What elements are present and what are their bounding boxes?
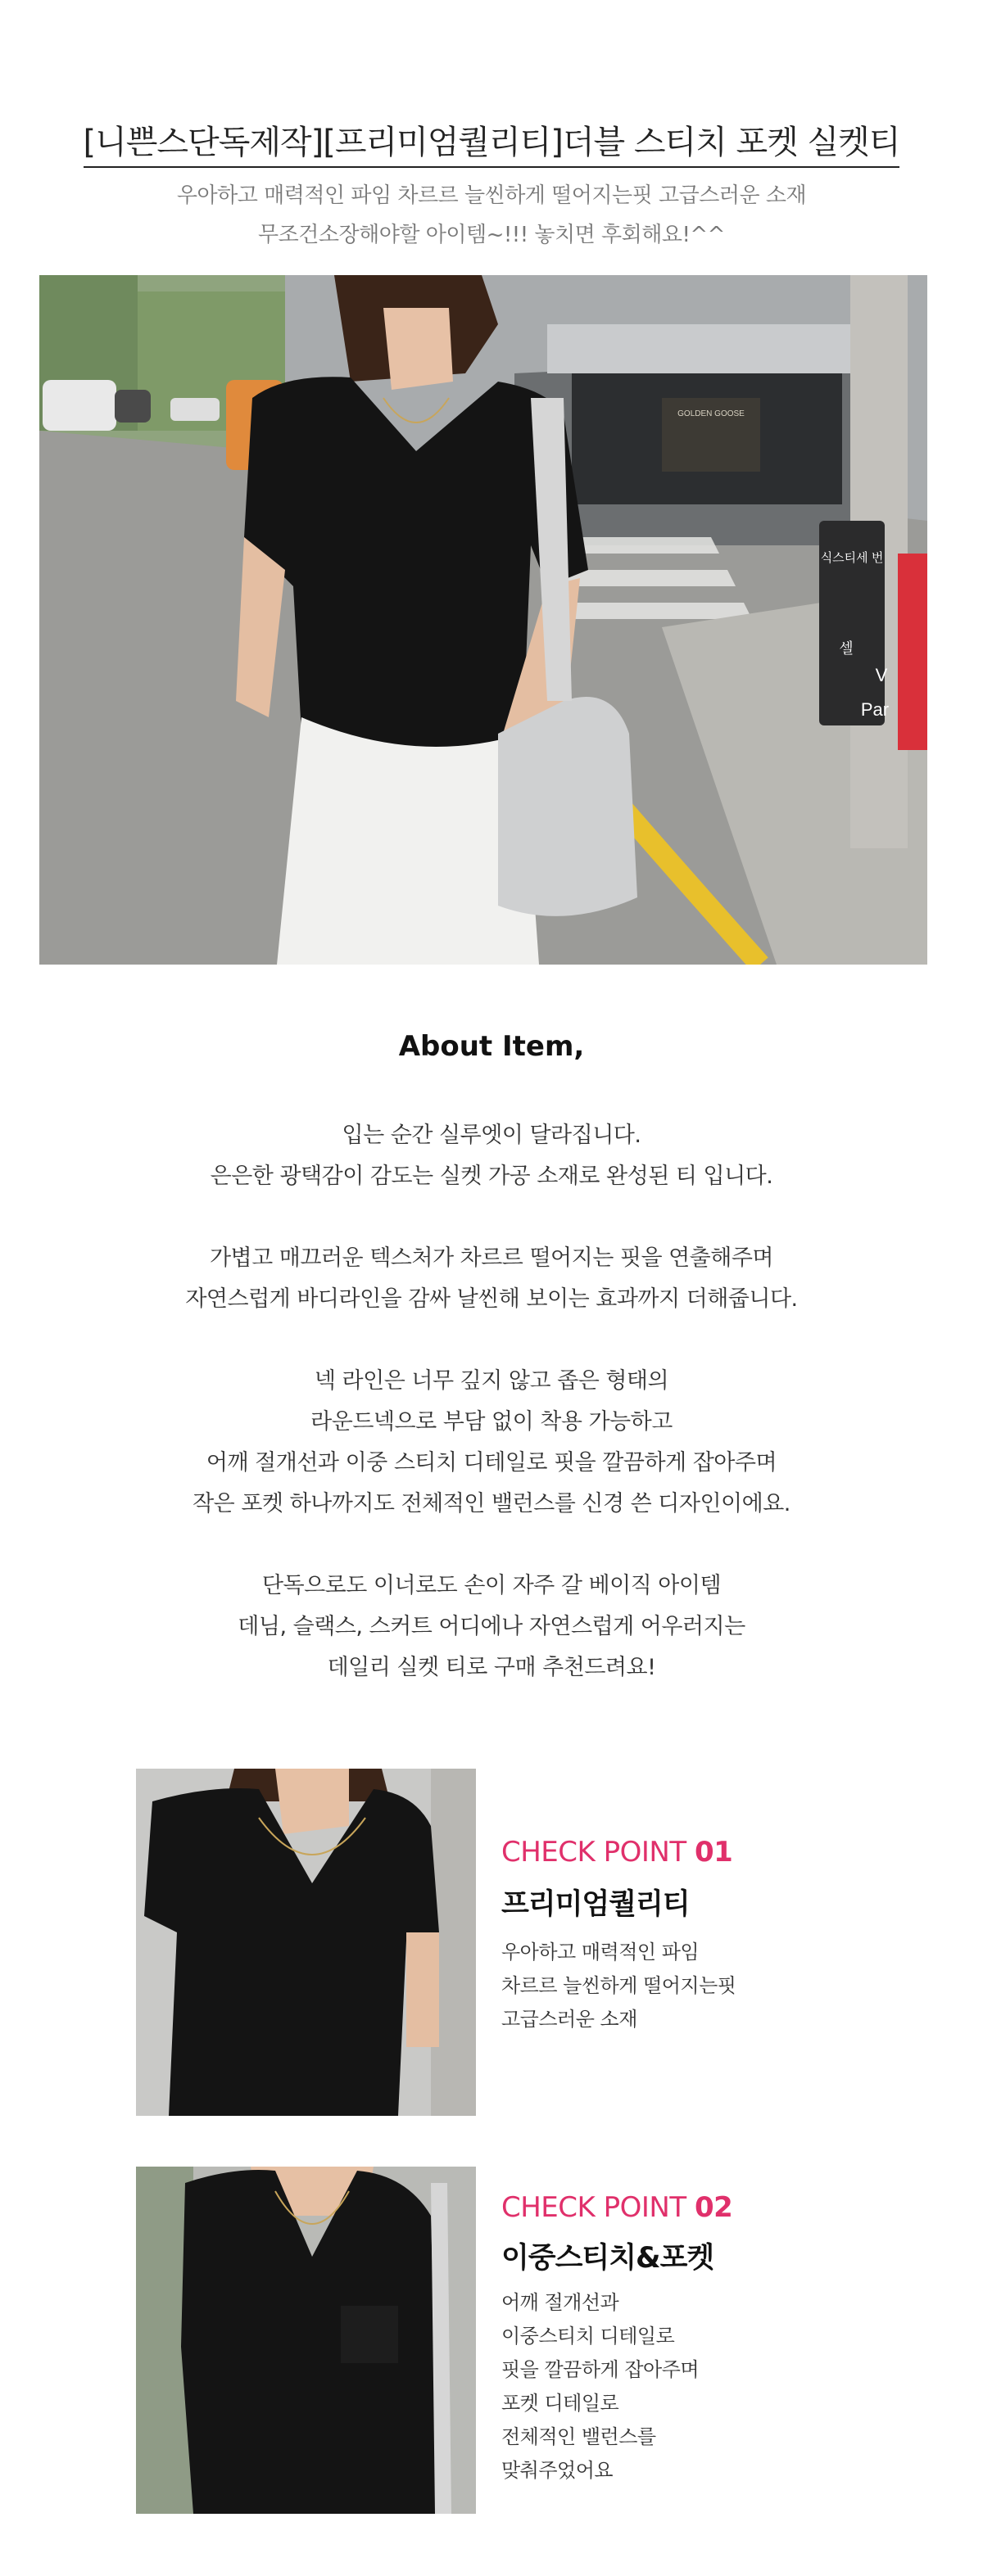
check-point-2-photo [136, 2167, 476, 2514]
check-point-1-title: 프리미엄퀄리티 [501, 1888, 690, 1921]
check-point-1-photo [136, 1769, 476, 2116]
about-line: 가볍고 매끄러운 텍스처가 차르르 떨어지는 핏을 연출해주며 [209, 1245, 774, 1271]
about-line: 작은 포켓 하나까지도 전체적인 밸런스를 신경 쓴 디자인이에요. [193, 1491, 790, 1516]
description-line: 이중스티치 디테일로 [501, 2325, 675, 2348]
check-point-number: 02 [694, 2191, 733, 2224]
check-point-label: CHECK POINT [501, 1836, 686, 1869]
about-line: 데일리 실켓 티로 구매 추천드려요! [327, 1655, 656, 1680]
sign-text-3: V [875, 665, 888, 685]
description-line: 전체적인 밸런스를 [501, 2425, 656, 2448]
description-line: 포켓 디테일로 [501, 2392, 619, 2415]
product-subtitle-1: 우아하고 매력적인 파임 차르르 늘씬하게 떨어지는핏 고급스러운 소재 [176, 183, 807, 208]
hero-photo [39, 275, 927, 965]
about-line: 어깨 절개선과 이중 스티치 디테일로 핏을 깔끔하게 잡아주며 [206, 1450, 777, 1476]
description-line: 맞춰주었어요 [501, 2459, 614, 2482]
about-line: 입는 순간 실루엣이 달라집니다. [342, 1123, 641, 1148]
about-item-body [0, 1115, 983, 1729]
check-point-2-description [501, 2286, 699, 2488]
description-line: 어깨 절개선과 [501, 2291, 619, 2314]
check-point-2-title: 이중스티치&포켓 [501, 2242, 714, 2275]
about-paragraph [0, 1566, 983, 1688]
check-point-1-description [501, 1936, 736, 2036]
about-line: 라운드넥으로 부담 없이 착용 가능하고 [310, 1409, 673, 1435]
check-point-label: CHECK POINT [501, 2191, 686, 2224]
about-line: 은은한 광택감이 감도는 실켓 가공 소재로 완성된 티 입니다. [210, 1164, 773, 1189]
about-line: 단독으로도 이너로도 손이 자주 갈 베이직 아이템 [261, 1573, 722, 1598]
description-line: 차르르 늘씬하게 떨어지는핏 [501, 1974, 736, 1997]
check-point-number: 01 [694, 1836, 733, 1869]
about-paragraph [0, 1238, 983, 1320]
store-sign: GOLDEN GOOSE [677, 409, 745, 418]
check-point-2-heading [501, 2191, 732, 2224]
about-line: 넥 라인은 너무 깊지 않고 좁은 형태의 [314, 1368, 669, 1394]
about-line: 자연스럽게 바디라인을 감싸 날씬해 보이는 효과까지 더해줍니다. [185, 1286, 798, 1312]
sign-text-4: Par [860, 699, 890, 720]
sign-text-1: 식스티세 번 [820, 551, 884, 565]
product-subtitle-2: 무조건소장해야할 아이템~!!! 놓치면 후회해요!^^ [258, 223, 725, 247]
about-paragraph [0, 1361, 983, 1525]
product-title [0, 116, 983, 168]
check-point-1-heading [501, 1836, 732, 1869]
product-title-text: [니쁜스단독제작][프리미엄퀄리티]더블 스티치 포켓 실켓티 [84, 116, 900, 168]
description-line: 우아하고 매력적인 파임 [501, 1941, 700, 1964]
about-paragraph [0, 1115, 983, 1197]
about-line: 데님, 슬랙스, 스커트 어디에나 자연스럽게 어우러지는 [238, 1614, 745, 1639]
about-item-title: About Item, [398, 1030, 585, 1063]
description-line: 핏을 깔끔하게 잡아주며 [501, 2358, 700, 2381]
description-line: 고급스러운 소재 [501, 2008, 637, 2031]
sign-text-2: 셀 [839, 640, 854, 657]
